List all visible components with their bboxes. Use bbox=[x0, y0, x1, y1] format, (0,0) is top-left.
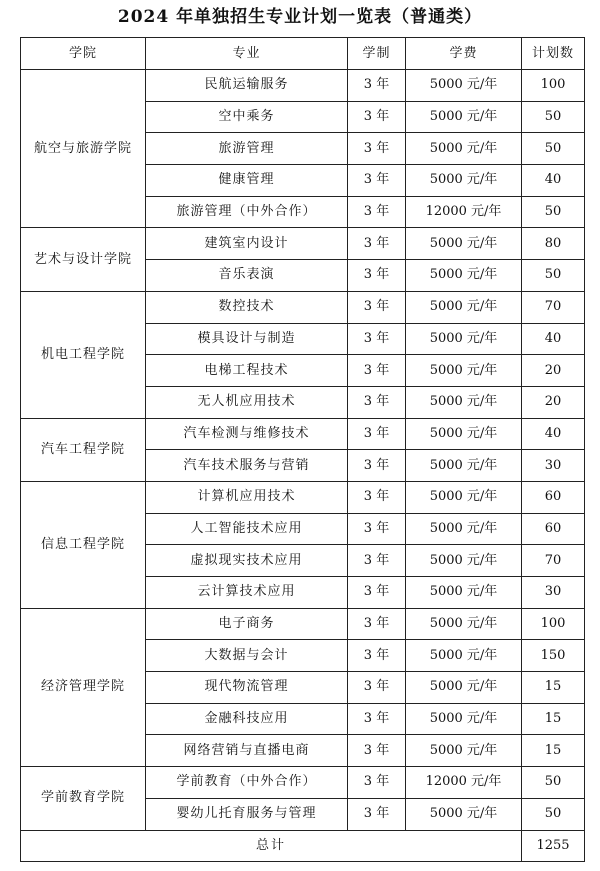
major-cell: 音乐表演 bbox=[146, 260, 348, 292]
duration-cell: 3 年 bbox=[348, 735, 406, 767]
duration-cell: 3 年 bbox=[348, 513, 406, 545]
table-row bbox=[21, 608, 585, 640]
table-row bbox=[21, 481, 585, 513]
duration-cell: 3 年 bbox=[348, 640, 406, 672]
tuition-cell: 5000 元/年 bbox=[406, 70, 522, 102]
college-name: 信息工程学院 bbox=[21, 481, 146, 608]
plan-cell: 70 bbox=[522, 291, 585, 323]
total-label: 总计 bbox=[21, 830, 522, 862]
plan-cell: 40 bbox=[522, 165, 585, 197]
enrollment-plan-table bbox=[20, 37, 585, 862]
plan-cell: 15 bbox=[522, 703, 585, 735]
major-cell: 空中乘务 bbox=[146, 101, 348, 133]
tuition-cell: 5000 元/年 bbox=[406, 577, 522, 609]
duration-cell: 3 年 bbox=[348, 418, 406, 450]
major-cell: 无人机应用技术 bbox=[146, 386, 348, 418]
plan-cell: 60 bbox=[522, 513, 585, 545]
tuition-cell: 5000 元/年 bbox=[406, 133, 522, 165]
page-title: 2024 年单独招生专业计划一览表（普通类） bbox=[117, 7, 483, 27]
major-cell: 汽车技术服务与营销 bbox=[146, 450, 348, 482]
tuition-cell: 5000 元/年 bbox=[406, 703, 522, 735]
header-duration: 学制 bbox=[348, 38, 406, 70]
tuition-cell: 5000 元/年 bbox=[406, 101, 522, 133]
tuition-cell: 5000 元/年 bbox=[406, 355, 522, 387]
major-cell: 虚拟现实技术应用 bbox=[146, 545, 348, 577]
plan-cell: 20 bbox=[522, 355, 585, 387]
tuition-cell: 5000 元/年 bbox=[406, 260, 522, 292]
major-cell: 现代物流管理 bbox=[146, 672, 348, 704]
plan-cell: 50 bbox=[522, 798, 585, 830]
duration-cell: 3 年 bbox=[348, 196, 406, 228]
plan-cell: 30 bbox=[522, 450, 585, 482]
major-cell: 电梯工程技术 bbox=[146, 355, 348, 387]
major-cell: 汽车检测与维修技术 bbox=[146, 418, 348, 450]
duration-cell: 3 年 bbox=[348, 767, 406, 799]
major-cell: 旅游管理（中外合作） bbox=[146, 196, 348, 228]
college-name: 汽车工程学院 bbox=[21, 418, 146, 481]
plan-cell: 15 bbox=[522, 735, 585, 767]
plan-cell: 100 bbox=[522, 608, 585, 640]
header-major: 专业 bbox=[146, 38, 348, 70]
plan-cell: 50 bbox=[522, 196, 585, 228]
major-cell: 电子商务 bbox=[146, 608, 348, 640]
plan-cell: 50 bbox=[522, 260, 585, 292]
tuition-cell: 12000 元/年 bbox=[406, 767, 522, 799]
major-cell: 网络营销与直播电商 bbox=[146, 735, 348, 767]
tuition-cell: 5000 元/年 bbox=[406, 640, 522, 672]
plan-cell: 80 bbox=[522, 228, 585, 260]
tuition-cell: 5000 元/年 bbox=[406, 735, 522, 767]
duration-cell: 3 年 bbox=[348, 355, 406, 387]
total-row bbox=[21, 830, 585, 862]
table-header-row bbox=[21, 38, 585, 70]
college-name: 经济管理学院 bbox=[21, 608, 146, 766]
duration-cell: 3 年 bbox=[348, 323, 406, 355]
major-cell: 旅游管理 bbox=[146, 133, 348, 165]
major-cell: 模具设计与制造 bbox=[146, 323, 348, 355]
table-row bbox=[21, 291, 585, 323]
tuition-cell: 5000 元/年 bbox=[406, 608, 522, 640]
table-row bbox=[21, 70, 585, 102]
total-plan: 1255 bbox=[522, 830, 585, 862]
plan-cell: 40 bbox=[522, 323, 585, 355]
major-cell: 健康管理 bbox=[146, 165, 348, 197]
tuition-cell: 12000 元/年 bbox=[406, 196, 522, 228]
tuition-cell: 5000 元/年 bbox=[406, 386, 522, 418]
duration-cell: 3 年 bbox=[348, 481, 406, 513]
tuition-cell: 5000 元/年 bbox=[406, 418, 522, 450]
duration-cell: 3 年 bbox=[348, 608, 406, 640]
tuition-cell: 5000 元/年 bbox=[406, 672, 522, 704]
plan-cell: 50 bbox=[522, 133, 585, 165]
header-tuition: 学费 bbox=[406, 38, 522, 70]
plan-cell: 50 bbox=[522, 767, 585, 799]
major-cell: 民航运输服务 bbox=[146, 70, 348, 102]
duration-cell: 3 年 bbox=[348, 798, 406, 830]
tuition-cell: 5000 元/年 bbox=[406, 513, 522, 545]
table-row bbox=[21, 228, 585, 260]
tuition-cell: 5000 元/年 bbox=[406, 450, 522, 482]
table-body bbox=[21, 70, 585, 831]
major-cell: 建筑室内设计 bbox=[146, 228, 348, 260]
tuition-cell: 5000 元/年 bbox=[406, 228, 522, 260]
plan-cell: 60 bbox=[522, 481, 585, 513]
plan-cell: 100 bbox=[522, 70, 585, 102]
tuition-cell: 5000 元/年 bbox=[406, 291, 522, 323]
plan-cell: 30 bbox=[522, 577, 585, 609]
duration-cell: 3 年 bbox=[348, 165, 406, 197]
table-row bbox=[21, 418, 585, 450]
duration-cell: 3 年 bbox=[348, 291, 406, 323]
major-cell: 大数据与会计 bbox=[146, 640, 348, 672]
tuition-cell: 5000 元/年 bbox=[406, 798, 522, 830]
duration-cell: 3 年 bbox=[348, 70, 406, 102]
duration-cell: 3 年 bbox=[348, 260, 406, 292]
major-cell: 计算机应用技术 bbox=[146, 481, 348, 513]
duration-cell: 3 年 bbox=[348, 703, 406, 735]
plan-cell: 40 bbox=[522, 418, 585, 450]
tuition-cell: 5000 元/年 bbox=[406, 165, 522, 197]
plan-cell: 70 bbox=[522, 545, 585, 577]
tuition-cell: 5000 元/年 bbox=[406, 323, 522, 355]
major-cell: 金融科技应用 bbox=[146, 703, 348, 735]
duration-cell: 3 年 bbox=[348, 672, 406, 704]
table-row bbox=[21, 767, 585, 799]
tuition-cell: 5000 元/年 bbox=[406, 545, 522, 577]
duration-cell: 3 年 bbox=[348, 577, 406, 609]
plan-cell: 50 bbox=[522, 101, 585, 133]
plan-cell: 20 bbox=[522, 386, 585, 418]
duration-cell: 3 年 bbox=[348, 101, 406, 133]
header-college: 学院 bbox=[21, 38, 146, 70]
college-name: 艺术与设计学院 bbox=[21, 228, 146, 291]
major-cell: 人工智能技术应用 bbox=[146, 513, 348, 545]
college-name: 航空与旅游学院 bbox=[21, 70, 146, 228]
duration-cell: 3 年 bbox=[348, 545, 406, 577]
college-name: 机电工程学院 bbox=[21, 291, 146, 418]
plan-cell: 15 bbox=[522, 672, 585, 704]
major-cell: 数控技术 bbox=[146, 291, 348, 323]
college-name: 学前教育学院 bbox=[21, 767, 146, 830]
duration-cell: 3 年 bbox=[348, 450, 406, 482]
tuition-cell: 5000 元/年 bbox=[406, 481, 522, 513]
major-cell: 婴幼儿托育服务与管理 bbox=[146, 798, 348, 830]
header-plan: 计划数 bbox=[522, 38, 585, 70]
major-cell: 云计算技术应用 bbox=[146, 577, 348, 609]
duration-cell: 3 年 bbox=[348, 228, 406, 260]
major-cell: 学前教育（中外合作） bbox=[146, 767, 348, 799]
duration-cell: 3 年 bbox=[348, 133, 406, 165]
plan-cell: 150 bbox=[522, 640, 585, 672]
duration-cell: 3 年 bbox=[348, 386, 406, 418]
